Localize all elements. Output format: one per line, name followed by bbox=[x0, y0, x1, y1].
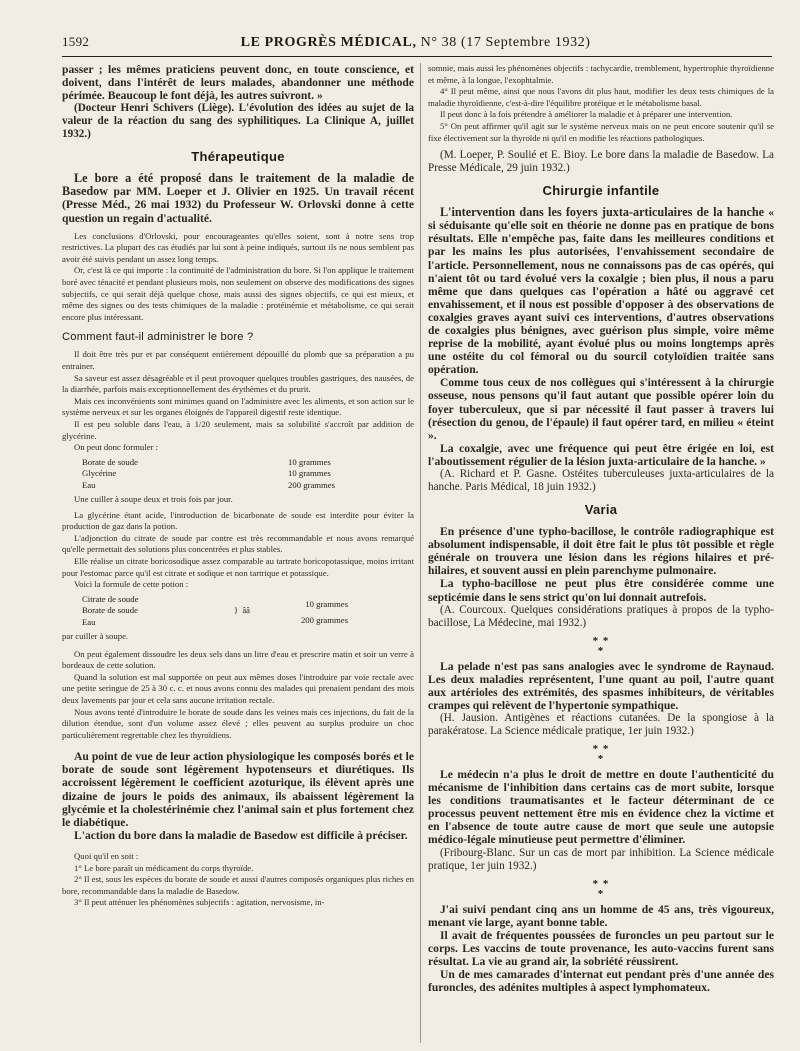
subheading: Comment faut-il administrer le bore ? bbox=[62, 331, 254, 344]
list-item: 2° Il est, sous les espèces du borate de soude et aussi d'autres composés organiques plus riches en bore, recommandable dans la maladie de Basedow. bbox=[62, 874, 414, 896]
page-header bbox=[62, 34, 772, 57]
ingredient: Glycérine bbox=[82, 468, 117, 479]
paragraph: Le médecin n'a plus le droit de mettre en doute l'authenticité du mécanisme de l'inhibition dans certains cas de mort subite, lorsque les conditions traumatisantes et le facteur déterminant de ce processus peuvent nettement être mis en évidence chez la victime et en l'absence de toute autre cause de mort que seule une autopsie médico-légale minutieuse peut permettre d'éliminer. bbox=[428, 767, 774, 847]
ingredient: Borate de soude bbox=[82, 605, 138, 616]
section-separator: * * * bbox=[592, 634, 610, 657]
lead-title: Le bore a été proposé dans le traitement de la maladie de Basedow bbox=[62, 171, 414, 199]
paragraph: Quoi qu'il en soit : bbox=[74, 850, 139, 861]
paragraph: Voici la formule de cette potion : bbox=[74, 579, 189, 590]
list-item: 1° Le bore paraît un médicament du corps thyroïde. bbox=[74, 862, 254, 873]
ingredient: Eau bbox=[82, 616, 96, 627]
list-item: 5° On peut affirmer qu'il agit sur le système nerveux mais on ne peut encore soutenir qu'il se fixe électivement sur la thyroïde ni qu'il en modifie les réactions pathologiques. bbox=[428, 120, 774, 143]
lead-text: « si séduisante qu'elle soit en théorie ne donne pas en pratique de bons résultats. Elle n'empêche pas, faite dans les meilleures conditions et par les mains les plus autorisées, l'envahissement secondaire de l'article. Personnellement, nous ne connaissons pas de cas opérés, qui n'aient tôt ou tard évolué vers la coxalgie ; bien plus, il nous a paru même que dans quelques cas l'opération a hâté ou aggravé cet envahissement, et il nous est possible d'opposer à des observations de coxalgies graves ayant suivi ces interventions, d'autres observations de coxalgies plus bénignes, avec guérison plus simple, voire même reprise de la mobilité, ayant évolué plus ou moins longtemps après une ostéite du col fémoral ou du sourcil cotyloïdien traitée sans opération. bbox=[428, 206, 774, 377]
section-title-varia: Varia bbox=[584, 502, 618, 518]
lead-text: par MM. Loeper et J. Olivier en 1925. Un travail récent (Presse Méd., 26 mai 1932) du Professeur W. Orlovski donne à cette question un regain d'actualité. bbox=[62, 185, 414, 225]
paragraph: Elle réalise un citrate boricosodique assez comparable au tartrate boricopotassique, moins irritant pour l'estomac parce qu'il est citrate et sodique et non tartrique et potassique. bbox=[62, 555, 414, 578]
right-column bbox=[428, 63, 774, 1043]
lead-title: L'intervention dans les foyers juxta-articulaires de la hanche bbox=[440, 205, 765, 220]
citation: (Docteur Henri Schivers (Liège). L'évolution des idées au sujet de la valeur de la réaction du sang des syphilitiques. La Clinique A, juillet 1932.) bbox=[62, 102, 414, 141]
paragraph: Un de mes camarades d'internat eut pendant près d'une année des furoncles, des adénites multiples à aspect lymphomateux. bbox=[428, 968, 774, 995]
column-divider bbox=[420, 63, 421, 1043]
paragraph: Il doit être très pur et par conséquent entièrement dépouillé du plomb que sa préparation a pu entrainer. bbox=[62, 349, 414, 371]
paragraph: Nous avons tenté d'introduire le borate de soude dans les veines mais ces injections, du fait de la dilution étendue, sont d'un volume assez élevé ; elles peuvent au surplus produire un choc particulièrement regrettable chez les thyroïdiens. bbox=[62, 706, 414, 740]
lead-paragraph bbox=[428, 206, 774, 376]
paragraph: Quand la solution est mal supportée on peut aux mêmes doses l'introduire par voie rectale avec une petite seringue de 25 à 30 c. c. et nous avons connu des malades qui prenaient pendant des mois deux lavements par jour et cela sans aucune irritation rectale. bbox=[62, 671, 414, 705]
section-title-chirurgie: Chirurgie infantile bbox=[542, 183, 660, 199]
paragraph: Mais ces inconvénients sont minimes quand on l'administre avec les aliments, et son action sur le système nerveux et sur les organes éloignés de l'appareil digestif reste identique. bbox=[62, 395, 414, 418]
paragraph: Il est peu soluble dans l'eau, à 1/20 seulement, mais sa solubilité s'accroît par addition de glycérine. bbox=[62, 418, 414, 441]
paragraph: Sa saveur est assez désagréable et il peut provoquer quelques troubles gastriques, des nausées, de la diarrhée, parfois mais exceptionnellement des érythèmes et du prurit. bbox=[62, 372, 414, 395]
paragraph: Comme tous ceux de nos collègues qui s'intéressent à la chirurgie osseuse, nous pensons qu'il faut autant que possible opérer loin du foyer tuberculeux, que si par nécessité il faut passer à travers lui (résection du genou, de l'épaule) il faut opérer tard, en milieu « éteint ». bbox=[428, 376, 774, 442]
running-title bbox=[241, 35, 591, 51]
issue-info: N° 38 (17 Septembre 1932) bbox=[420, 35, 591, 50]
paragraph: Il avait de fréquentes poussées de furoncles un peu partout sur le corps. Les vaccins de toute provenance, les auto-vaccins furent sans résultat. La vie au grand air, la sobriété réussirent. bbox=[428, 928, 774, 968]
paragraph: La coxalgie, avec une fréquence qui peut être érigée en loi, est l'aboutissement régulier de la lésion juxta-articulaire de la hanche. » bbox=[428, 441, 774, 468]
quantity: 10 grammes bbox=[305, 598, 348, 609]
list-item: 3° Il peut atténuer les phénomènes subjectifs : agitation, nervosisme, in- bbox=[74, 897, 325, 908]
formula-row bbox=[82, 480, 350, 491]
quantity: 10 grammes bbox=[288, 456, 331, 467]
paragraph: On peut donc formuler : bbox=[74, 442, 158, 453]
ingredient: Borate de soude bbox=[82, 456, 138, 467]
formula-row bbox=[82, 468, 350, 479]
paragraph: Il peut donc à la fois prétendre à améliorer la maladie et à préparer une intervention. bbox=[440, 109, 733, 120]
paragraph: somnie, mais aussi les phénomènes objectifs : tachycardie, tremblement, hypertrophie thyroïdienne et même, à la longue, l'exophtalmie. bbox=[428, 63, 774, 85]
citation: (A. Courcoux. Quelques considérations pratiques à propos de la typho-bacillose, La Médecine, mai 1932.) bbox=[428, 603, 774, 629]
quantity: 10 grammes bbox=[288, 468, 331, 479]
quantity: 200 grammes bbox=[288, 479, 336, 490]
paragraph: Les conclusions d'Orlovski, pour encourageantes qu'elles soient, sont à notre sens trop restrictives. La plupart des cas étudiés par lui sont à peine indiqués, surtout ils ne nous semblent pas avoir été suivis pendant un assez long temps. bbox=[62, 230, 414, 264]
paragraph: Au point de vue de leur action physiologique les composés borés et le borate de soude sont légèrement hypotenseurs et diurétiques. Ils accroissent légèrement le coefficient azoturique, ils élèvent après une dizaine de jours le poids des animaux, ils abaissent légèrement la glycémie et la cholestérinémie chez l'animal sain et plus fortement chez le diabétique. bbox=[62, 750, 414, 829]
paragraph: passer ; les mêmes praticiens peuvent donc, en toute conscience, et doivent, dans l'intérêt de leurs malades, abandonner une méthode périmée. Beaucoup le font déjà, les autres suivront. » bbox=[62, 63, 414, 103]
citation: (Fribourg-Blanc. Sur un cas de mort par inhibition. La Science médicale pratique, 1er juin 1932.) bbox=[428, 846, 774, 872]
brace-aa: } ââ bbox=[234, 605, 250, 616]
paragraph: La pelade n'est pas sans analogies avec le syndrome de Raynaud. Les deux maladies représentent, l'une quant au poil, l'autre quant aux artérioles des extrémités, des spasmes inhibiteurs, de véritables crampes qui relèvent de l'hypertonie sympathique. bbox=[428, 659, 774, 712]
quantity: 200 grammes bbox=[300, 615, 348, 626]
section-separator: * * * bbox=[592, 742, 610, 765]
journal-name: LE PROGRÈS MÉDICAL, bbox=[240, 35, 417, 50]
section-separator: * * * bbox=[592, 877, 610, 900]
citation: (H. Jausion. Antigènes et réactions cutanées. De la spongiose à la parakératose. La Science médicale pratique, 1er juin 1932.) bbox=[428, 711, 774, 737]
lead-paragraph bbox=[62, 172, 414, 224]
paragraph: La glycérine étant acide, l'introduction de bicarbonate de soude est interdite pour éviter la production de gaz dans la potion. bbox=[62, 509, 414, 532]
paragraph: Or, c'est là ce qui importe : la continuité de l'administration du bore. Si l'on applique le traitement boré avec ténacité et pendant plusieurs mois, non seulement on observe des modifications des signes subjectifs, ce qui serait déjà quelque chose, mais aussi des signes objectifs, ce qui est mieux, et même des signes ou des tests chimiques de la maladie : protéinémie et métabolisme, ce qui serait encore plus intéressant. bbox=[62, 265, 414, 322]
paragraph: L'action du bore dans la maladie de Basedow est difficile à préciser. bbox=[74, 828, 408, 842]
list-item: 4° Il peut même, ainsi que nous l'avons dit plus haut, modifier les deux tests chimiques de la maladie thyroïdienne, c'est-à-dire l'équilibre protéique et le métabolisme basal. bbox=[428, 86, 774, 108]
paragraph: L'adjonction du citrate de soude par contre est très recommandable et nous avons remarqué qu'elle permettait des solutions plus concentrées et plus stables. bbox=[62, 532, 414, 555]
paragraph: La typho-bacillose ne peut plus être considérée comme une septicémie dans le sens strict qu'on lui donnait autrefois. bbox=[428, 577, 774, 604]
paragraph: par cuiller à soupe. bbox=[62, 630, 129, 641]
paragraph: On peut également dissoudre les deux sels dans un litre d'eau et prescrire matin et soir un verre à bordeaux de cette solution. bbox=[62, 648, 414, 671]
citation: (M. Loeper, P. Soulié et E. Bioy. Le bore dans la maladie de Basedow. La Presse Médicale, 29 juin 1932.) bbox=[428, 149, 774, 175]
section-title-therapeutique: Thérapeutique bbox=[191, 149, 285, 165]
citation: (A. Richard et P. Gasne. Ostéites tuberculeuses juxta-articulaires de la hanche. Paris Médical, 18 juin 1932.) bbox=[428, 468, 774, 494]
formula-table bbox=[82, 457, 350, 491]
paragraph: En présence d'une typho-bacillose, le contrôle radiographique est absolument indispensable, il doit être fait le plus tôt possible et règle générale on trouvera une lésion dans les régions hilaires et pré-hilaires, et souvent aussi en plein parenchyme pulmonaire. bbox=[428, 525, 774, 578]
ingredient: Citrate de soude bbox=[82, 593, 139, 604]
paragraph: Une cuiller à soupe deux et trois fois par jour. bbox=[74, 493, 233, 504]
formula-row bbox=[82, 457, 350, 468]
ingredient: Eau bbox=[82, 479, 96, 490]
page-number: 1592 bbox=[62, 34, 90, 49]
paragraph: J'ai suivi pendant cinq ans un homme de 45 ans, très vigoureux, menant vie large, ayant bonne table. bbox=[428, 902, 774, 929]
formula-table-2 bbox=[82, 594, 414, 628]
left-column bbox=[62, 63, 414, 1043]
